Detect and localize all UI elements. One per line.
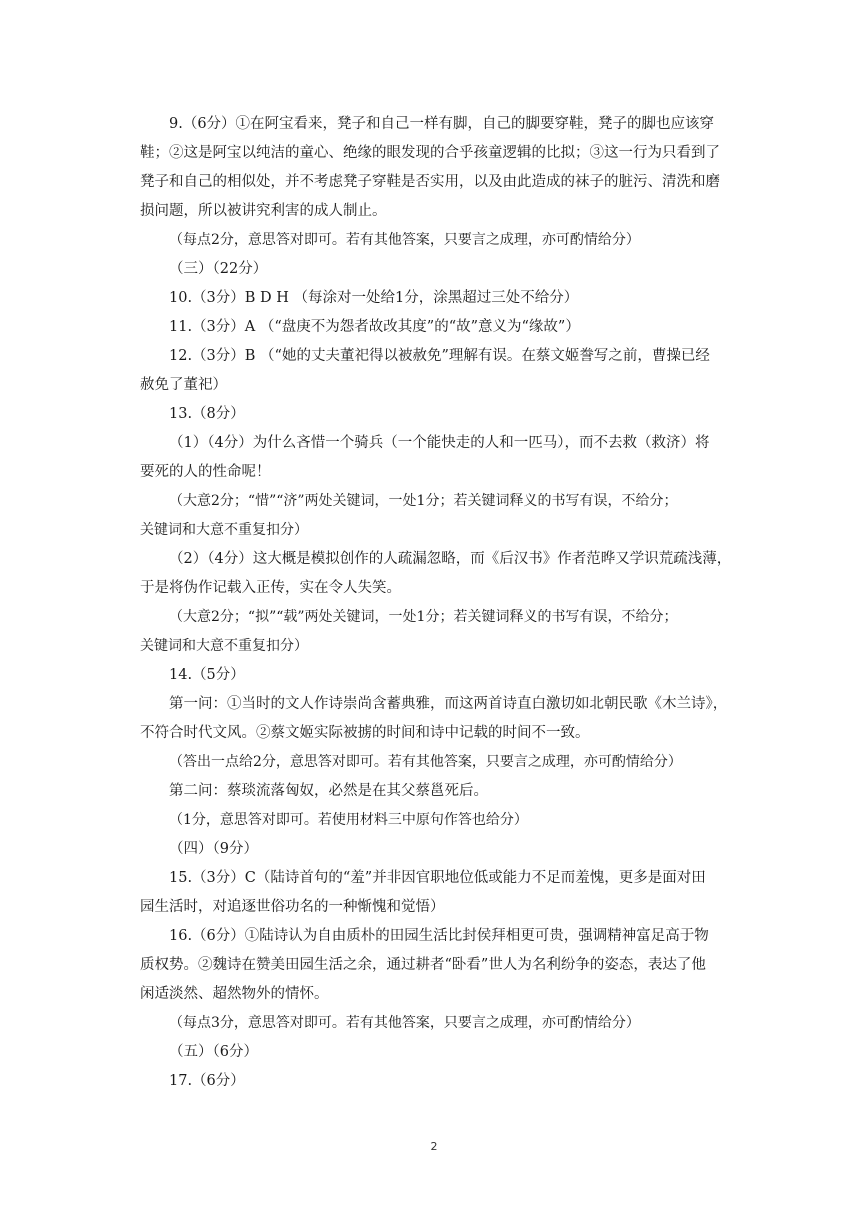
text-line: （2）（4分）这大概是模拟创作的人疏漏忽略，而《后汉书》作者范晔又学识荒疏浅薄， (169, 551, 732, 567)
scoring-note-line: 关键词和大意不重复扣分） (140, 522, 308, 538)
text-line: 园生活时，对追逐世俗功名的一种惭愧和觉悟） (140, 899, 445, 915)
text-line: 要死的人的性命呢！ (140, 464, 271, 480)
text-line: （五）（6分） (169, 1044, 258, 1060)
text-line: 不符合时代文风。②蔡文姬实际被掳的时间和诗中记载的时间不一致。 (140, 725, 590, 741)
text-line: 17.（6分） (169, 1073, 245, 1089)
text-line: 凳子和自己的相似处，并不考虑凳子穿鞋是否实用，以及由此造成的袜子的脏污、清洗和磨 (140, 174, 720, 190)
text-line: 10.（3分）B D H （每涂对一处给1分，涂黑超过三处不给分） (169, 290, 579, 306)
scoring-note-line: （每点2分，意思答对即可。若有其他答案，只要言之成理，亦可酌情给分） (169, 232, 640, 248)
scoring-note-line: （大意2分；“惜”“济”两处关键词，一处1分；若关键词释义的书写有误，不给分； (169, 493, 678, 509)
text-line: （四）（9分） (169, 841, 258, 857)
text-line: 质权势。②魏诗在赞美田园生活之余，通过耕者“卧看”世人为名利纷争的姿态，表达了他 (140, 957, 706, 973)
page-number: 2 (430, 1140, 438, 1153)
text-line: 9.（6分）①在阿宝看来，凳子和自己一样有脚，自己的脚要穿鞋，凳子的脚也应该穿 (169, 116, 715, 132)
text-line: 14.（5分） (169, 667, 245, 683)
text-line: 16.（6分）①陆诗认为自由质朴的田园生活比封侯拜相更可贵，强调精神富足高于物 (169, 928, 709, 944)
text-line: 于是将伪作记载入正传，实在令人失笑。 (140, 580, 401, 596)
text-line: 13.（8分） (169, 406, 245, 422)
scoring-note-line: 关键词和大意不重复扣分） (140, 638, 308, 654)
answer-key-body (140, 110, 736, 1096)
text-line: （1）（4分）为什么吝惜一个骑兵（一个能快走的人和一匹马），而不去救（救济）将 (169, 435, 710, 451)
scoring-note-line: （答出一点给2分，意思答对即可。若有其他答案，只要言之成理，亦可酌情给分） (169, 754, 682, 770)
text-line: 闲适淡然、超然物外的情怀。 (140, 986, 329, 1002)
scoring-note-line: （1分，意思答对即可。若使用材料三中原句作答也给分） (169, 812, 528, 828)
text-line: 11.（3分）A （“盘庚不为怨者故改其度”的“故”意义为“缘故”） (169, 319, 580, 335)
text-line: 赦免了董祀） (140, 377, 227, 393)
text-line: 第二问：蔡琰流落匈奴，必然是在其父蔡邕死后。 (169, 783, 488, 799)
text-line: 损问题，所以被讲究利害的成人制止。 (140, 203, 387, 219)
text-line: 15.（3分）C（陆诗首句的“羞”并非因官职地位低或能力不足而羞愧，更多是面对田 (169, 870, 706, 886)
text-line: 第一问：①当时的文人作诗崇尚含蓄典雅，而这两首诗直白激切如北朝民歌《木兰诗》， (169, 696, 728, 712)
scoring-note-line: （大意2分；“拟”“载”两处关键词，一处1分；若关键词释义的书写有误，不给分； (169, 609, 678, 625)
text-line: （三）（22分） (169, 261, 268, 277)
text-line: 鞋；②这是阿宝以纯洁的童心、绝缘的眼发现的合乎孩童逻辑的比拟；③这一行为只看到了 (140, 145, 720, 161)
scoring-note-line: （每点3分，意思答对即可。若有其他答案，只要言之成理，亦可酌情给分） (169, 1015, 640, 1031)
text-line: 12.（3分）B （“她的丈夫董祀得以被赦免”理解有误。在蔡文姬誊写之前，曹操已经 (169, 348, 710, 364)
